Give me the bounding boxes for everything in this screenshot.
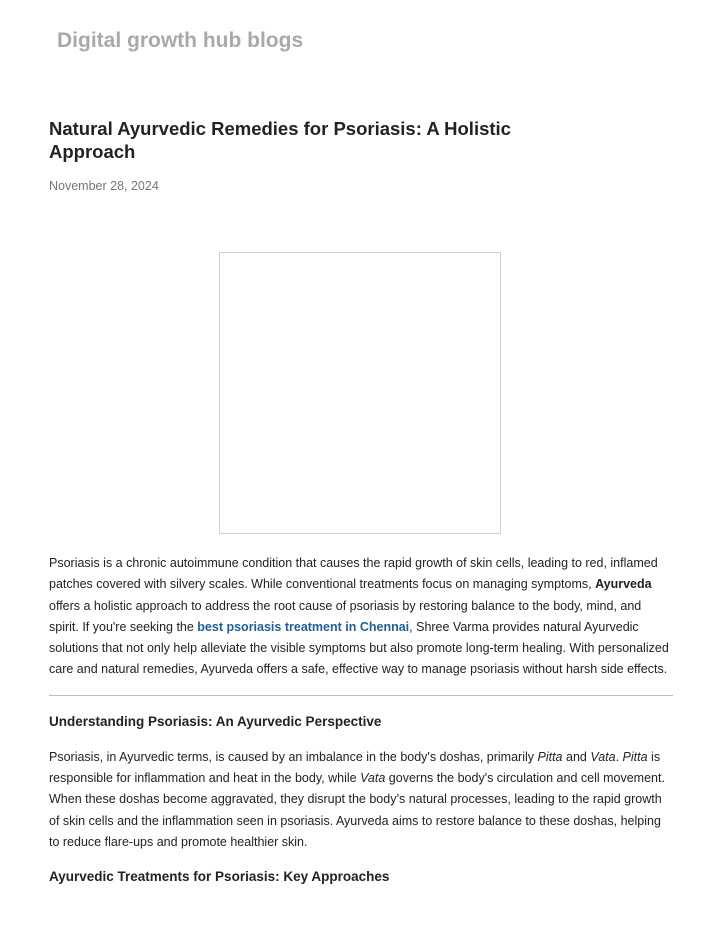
intro-text-1: Psoriasis is a chronic autoimmune condition that causes the rapid growth of skin cells, leading to red, inflamed patches covered with silvery scales. While conventional treatments focus on managing symptoms, xyxy=(49,556,658,592)
understanding-text-e: governs the body's circulation and cell movement. When these doshas become aggravated, they disrupt the body’s natural processes, leading to the rapid growth of skin cells and the inflammation seen in psoriasis. Ayurveda aims to restore balance to these doshas, helping to reduce flare-ups and promote healthier skin. xyxy=(49,771,665,849)
section-heading-understanding: Understanding Psoriasis: An Ayurvedic Perspective xyxy=(49,713,382,729)
vata-term: Vata xyxy=(590,749,616,764)
understanding-text-d: is responsible for inflammation and heat in the body, while xyxy=(49,749,661,786)
understanding-paragraph xyxy=(49,747,673,853)
post-date: November 28, 2024 xyxy=(49,179,159,193)
intro-paragraph xyxy=(49,553,673,681)
post-content xyxy=(49,553,673,887)
site-title[interactable]: Digital growth hub blogs xyxy=(57,29,304,52)
understanding-text-a: Psoriasis, in Ayurvedic terms, is caused by an imbalance in the body's doshas, primarily xyxy=(49,749,538,764)
post-title: Natural Ayurvedic Remedies for Psoriasis: A Holistic Approach xyxy=(49,118,511,162)
section-divider xyxy=(49,695,673,696)
vata-term-2: Vata xyxy=(360,771,386,786)
intro-text-2: offers a holistic approach to address the root cause of psoriasis by restoring balance to the body, mind, and spirit. If you're seeking the xyxy=(49,598,642,634)
featured-image xyxy=(219,252,501,534)
ayurveda-term: Ayurveda xyxy=(595,577,652,592)
section-heading-treatments: Ayurvedic Treatments for Psoriasis: Key Approaches xyxy=(49,869,390,885)
understanding-text-b: and xyxy=(562,749,591,764)
pitta-term: Pitta xyxy=(537,749,563,764)
pitta-term-2: Pitta xyxy=(622,749,648,764)
intro-text-3: , Shree Varma provides natural Ayurvedic solutions that not only help alleviate the visible symptoms but also promote long-term healing. With personalized care and natural remedies, Ayurveda offers a safe, effective way to manage psoriasis without harsh side effects. xyxy=(49,619,669,677)
understanding-text-c: . xyxy=(615,749,623,764)
psoriasis-treatment-link[interactable]: best psoriasis treatment in Chennai xyxy=(197,619,410,634)
